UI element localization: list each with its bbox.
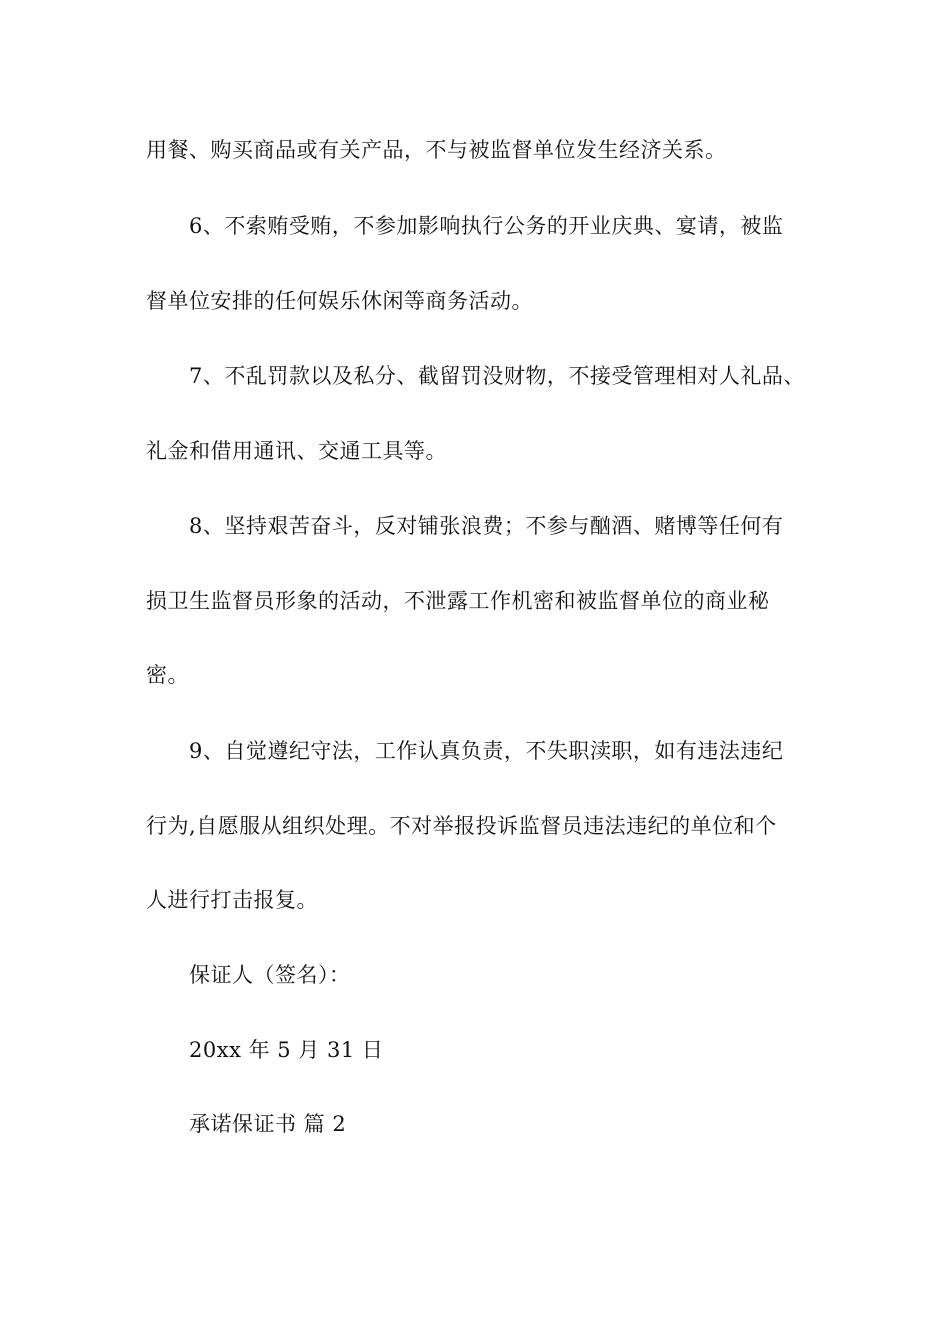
paragraph-8-line-3: 密。: [146, 663, 189, 687]
paragraph-8-line-2: 损卫生监督员形象的活动，不泄露工作机密和被监督单位的商业秘: [146, 589, 770, 613]
signature-date: 20xx 年 5 月 31 日: [189, 1038, 384, 1062]
paragraph-7-line-2: 礼金和借用通讯、交通工具等。: [146, 439, 447, 463]
section-title-part-2: 承诺保证书 篇 2: [189, 1112, 347, 1136]
paragraph-8-line-1: 8、坚持艰苦奋斗，反对铺张浪费；不参与酗酒、赌博等任何有: [189, 514, 784, 538]
paragraph-9-line-2: 行为,自愿服从组织处理。不对举报投诉监督员违法违纪的单位和个: [146, 814, 777, 838]
paragraph-6-line-1: 6、不索贿受贿，不参加影响执行公务的开业庆典、宴请，被监: [189, 214, 784, 238]
paragraph-9-line-3: 人进行打击报复。: [146, 888, 318, 912]
paragraph-6-line-2: 督单位安排的任何娱乐休闲等商务活动。: [146, 289, 533, 313]
paragraph-5-line-2: 用餐、购买商品或有关产品，不与被监督单位发生经济关系。: [146, 138, 727, 162]
paragraph-9-line-1: 9、自觉遵纪守法，工作认真负责，不失职渎职，如有违法违纪: [189, 739, 784, 763]
guarantor-signature-label: 保证人（签名）：: [189, 963, 351, 987]
paragraph-7-line-1: 7、不乱罚款以及私分、截留罚没财物，不接受管理相对人礼品、: [189, 364, 805, 388]
